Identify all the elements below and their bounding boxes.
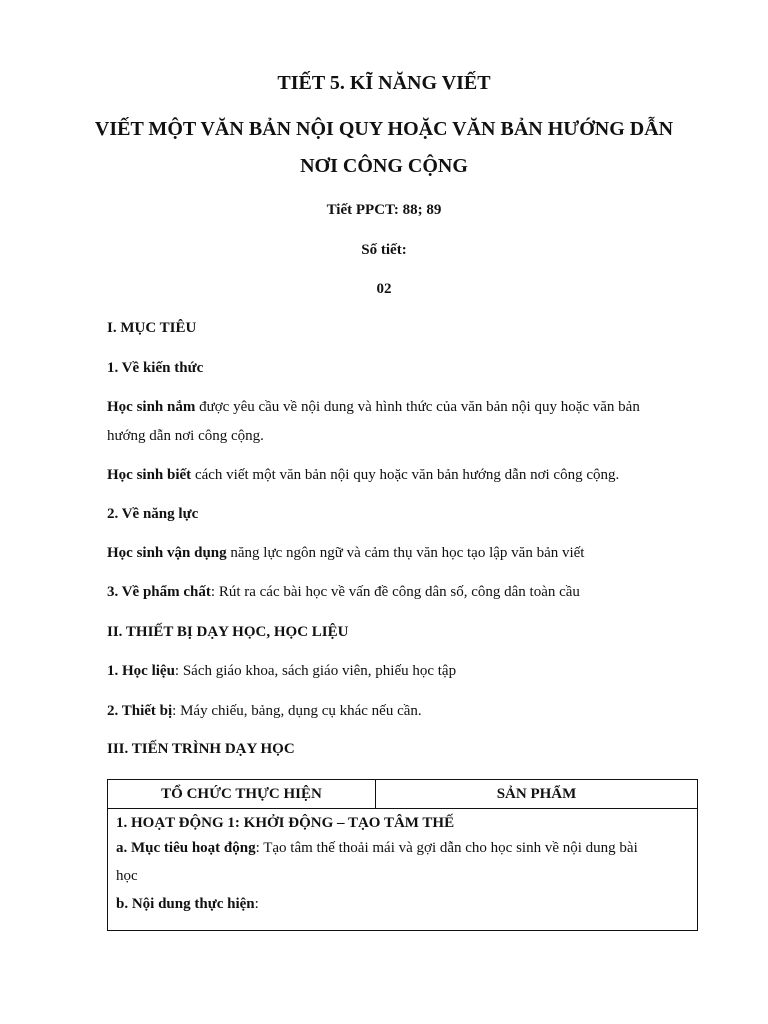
lesson-title: TIẾT 5. KĨ NĂNG VIẾT bbox=[277, 72, 491, 94]
ability-item-1 bbox=[107, 545, 584, 562]
knowledge-item-1-text: được yêu cầu về nội dung và hình thức của văn bản nội quy hoặc văn bản bbox=[195, 399, 640, 415]
section-equipment-heading: II. THIẾT BỊ DẠY HỌC, HỌC LIỆU bbox=[107, 624, 349, 640]
goal-text: : Tạo tâm thế thoải mái và gợi dẫn cho học sinh về nội dung bài bbox=[255, 840, 638, 856]
content-text: : bbox=[254, 896, 259, 912]
ability-heading: 2. Về năng lực bbox=[107, 506, 199, 522]
goal-heading: a. Mục tiêu hoạt động bbox=[116, 840, 256, 856]
knowledge-item-1 bbox=[107, 399, 640, 416]
knowledge-item-1-cont: hướng dẫn nơi công cộng. bbox=[107, 428, 264, 444]
materials-heading: 1. Học liệu bbox=[107, 663, 175, 679]
materials-line bbox=[107, 663, 456, 680]
table-header-row bbox=[108, 780, 698, 809]
column-header-product: SẢN PHẨM bbox=[376, 780, 698, 809]
periods-label: Số tiết: bbox=[361, 242, 407, 258]
lesson-subtitle-line1: VIẾT MỘT VĂN BẢN NỘI QUY HOẶC VĂN BẢN HƯỚNG DẪN bbox=[94, 118, 674, 140]
knowledge-item-2-lead: Học sinh biết bbox=[107, 467, 192, 483]
activity-cell bbox=[108, 809, 698, 931]
periods-value: 02 bbox=[376, 281, 392, 297]
column-header-organization: TỔ CHỨC THỰC HIỆN bbox=[108, 780, 376, 809]
ability-item-1-lead: Học sinh vận dụng bbox=[107, 545, 227, 561]
knowledge-item-2-text: cách viết một văn bản nội quy hoặc văn bản hướng dẫn nơi công cộng. bbox=[191, 467, 620, 483]
knowledge-item-2 bbox=[107, 467, 619, 484]
knowledge-item-1-lead: Học sinh nắm bbox=[107, 399, 196, 415]
lesson-subtitle-line2: NƠI CÔNG CỘNG bbox=[300, 155, 468, 177]
devices-heading: 2. Thiết bị bbox=[107, 703, 173, 719]
quality-text: : Rút ra các bài học về vấn đề công dân số, công dân toàn cầu bbox=[210, 584, 580, 600]
goal-text-cont: học bbox=[116, 868, 138, 884]
materials-text: : Sách giáo khoa, sách giáo viên, phiếu học tập bbox=[174, 663, 457, 679]
quality-line bbox=[107, 584, 580, 601]
section-objectives-heading: I. MỤC TIÊU bbox=[107, 320, 197, 336]
devices-text: : Máy chiếu, bảng, dụng cụ khác nếu cần. bbox=[172, 703, 422, 719]
ppct-line: Tiết PPCT: 88; 89 bbox=[326, 202, 442, 218]
knowledge-heading: 1. Về kiến thức bbox=[107, 360, 204, 376]
ability-item-1-text: năng lực ngôn ngữ và cảm thụ văn học tạo lập văn bản viết bbox=[226, 545, 585, 561]
process-table bbox=[107, 779, 698, 931]
table-row bbox=[108, 809, 698, 931]
quality-heading: 3. Về phẩm chất bbox=[107, 584, 211, 600]
devices-line bbox=[107, 703, 422, 720]
activity-title: 1. HOẠT ĐỘNG 1: KHỞI ĐỘNG – TẠO TÂM THẾ bbox=[116, 815, 455, 831]
section-process-heading: III. TIẾN TRÌNH DẠY HỌC bbox=[107, 741, 295, 757]
content-heading: b. Nội dung thực hiện bbox=[116, 896, 255, 912]
